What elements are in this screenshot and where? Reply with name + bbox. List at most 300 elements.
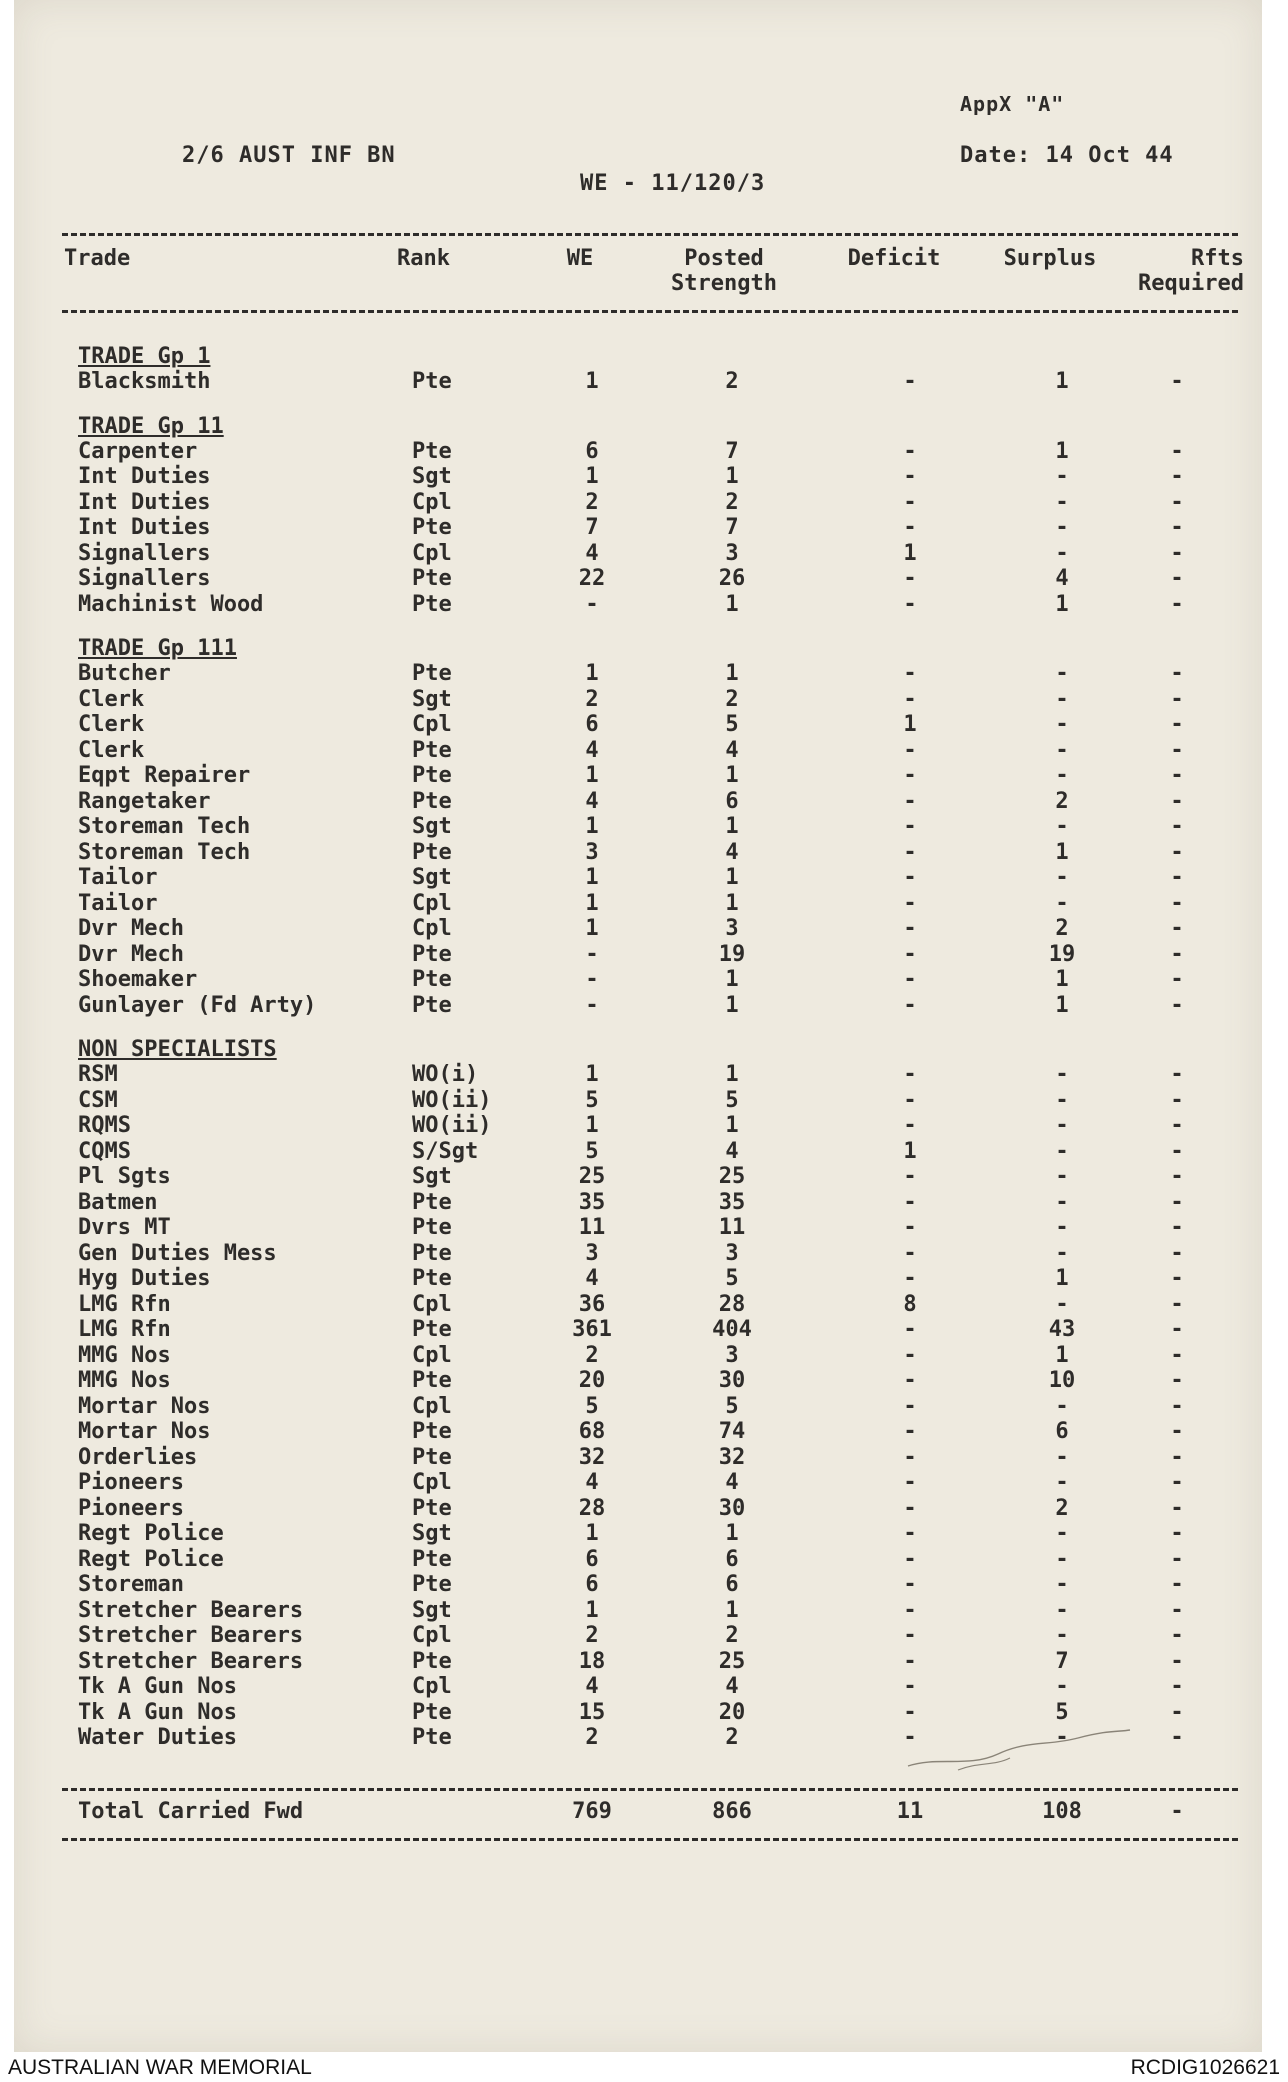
rfts-cell: - <box>1170 839 1184 865</box>
table-row <box>62 916 1242 942</box>
posted-cell: 7 <box>725 438 739 464</box>
rfts-cell: - <box>1170 1725 1184 1750</box>
col-rfts-line1: Rfts <box>1191 246 1244 271</box>
table-row <box>62 891 1242 917</box>
rank-cell: Cpl <box>412 489 452 515</box>
trade-cell: Dvr Mech <box>78 941 184 967</box>
we-cell: 5 <box>585 1138 599 1164</box>
trade-cell: Rangetaker <box>78 788 211 814</box>
total-row <box>62 1797 1242 1827</box>
table-row <box>62 840 1242 866</box>
rfts-cell: - <box>1170 1470 1184 1495</box>
deficit-cell: - <box>903 438 917 464</box>
rank-cell: Pte <box>412 1419 452 1444</box>
we-cell: 4 <box>585 737 599 763</box>
deficit-cell: - <box>903 661 917 686</box>
surplus-cell: 1 <box>1055 839 1069 865</box>
we-cell: 20 <box>578 1368 606 1393</box>
table-row <box>62 738 1242 764</box>
posted-cell: 1 <box>725 1597 739 1623</box>
table-row <box>62 464 1242 490</box>
table-row <box>62 1139 1242 1165</box>
deficit-cell: - <box>903 1393 917 1419</box>
we-cell: 7 <box>585 515 599 540</box>
table-row <box>62 661 1242 687</box>
we-cell: 2 <box>585 1725 599 1750</box>
surplus-cell: - <box>1055 890 1069 916</box>
we-cell: 22 <box>578 566 606 591</box>
rank-cell: Cpl <box>412 1342 452 1368</box>
surplus-cell: - <box>1055 1674 1069 1699</box>
rank-cell: Pte <box>412 1317 452 1342</box>
surplus-cell: - <box>1055 1087 1069 1113</box>
deficit-cell: - <box>903 1546 917 1572</box>
rank-cell: Pte <box>412 941 452 967</box>
table-row <box>62 814 1242 840</box>
col-rank: Rank <box>397 246 450 271</box>
trade-cell: Signallers <box>78 540 211 566</box>
table-row <box>62 1343 1242 1369</box>
total-rfts: - <box>1170 1799 1184 1824</box>
rfts-cell: - <box>1170 941 1184 967</box>
deficit-cell: - <box>903 737 917 763</box>
total-surplus: 108 <box>1042 1799 1082 1824</box>
posted-cell: 6 <box>725 1572 739 1597</box>
deficit-cell: - <box>903 1648 917 1674</box>
surplus-cell: - <box>1055 865 1069 890</box>
we-cell: 36 <box>578 1291 606 1317</box>
col-rfts-line2: Required <box>1138 271 1244 296</box>
we-cell: 4 <box>585 1266 599 1291</box>
we-cell: 25 <box>578 1164 606 1189</box>
rank-cell: WO(i) <box>412 1062 479 1087</box>
rfts-cell: - <box>1170 489 1184 515</box>
posted-cell: 5 <box>725 1393 739 1419</box>
trade-cell: RQMS <box>78 1113 131 1138</box>
document-sheet <box>14 0 1262 2052</box>
deficit-cell: 1 <box>903 1138 917 1164</box>
total-bottom-divider <box>62 1838 1238 1841</box>
surplus-cell: - <box>1055 464 1069 489</box>
deficit-cell: - <box>903 1266 917 1291</box>
trade-cell: Mortar Nos <box>78 1419 211 1444</box>
trade-cell: Shoemaker <box>78 967 198 992</box>
total-deficit: 11 <box>896 1799 924 1824</box>
rfts-cell: - <box>1170 890 1184 916</box>
we-cell: 1 <box>585 890 599 916</box>
table-row <box>62 1496 1242 1522</box>
rfts-cell: - <box>1170 1521 1184 1546</box>
table-row <box>62 541 1242 567</box>
we-cell: 2 <box>585 1623 599 1648</box>
rfts-cell: - <box>1170 1546 1184 1572</box>
we-cell: 6 <box>585 1546 599 1572</box>
deficit-cell: - <box>903 489 917 515</box>
posted-cell: 1 <box>725 464 739 489</box>
trade-cell: Water Duties <box>78 1725 237 1750</box>
rfts-cell: - <box>1170 1419 1184 1444</box>
deficit-cell: - <box>903 967 917 992</box>
we-cell: 15 <box>578 1699 606 1725</box>
rank-cell: Sgt <box>412 464 452 489</box>
rank-cell: Cpl <box>412 916 452 941</box>
posted-cell: 4 <box>725 737 739 763</box>
rfts-cell: - <box>1170 1164 1184 1189</box>
deficit-cell: 1 <box>903 540 917 566</box>
deficit-cell: - <box>903 1317 917 1342</box>
rank-cell: Pte <box>412 1648 452 1674</box>
deficit-cell: - <box>903 1215 917 1240</box>
rfts-cell: - <box>1170 1699 1184 1725</box>
trade-cell: Eqpt Repairer <box>78 763 251 788</box>
trade-cell: Clerk <box>78 737 145 763</box>
rank-cell: Sgt <box>412 1521 452 1546</box>
we-cell: 1 <box>585 369 599 394</box>
posted-cell: 1 <box>725 1113 739 1138</box>
trade-cell: Storeman <box>78 1572 184 1597</box>
col-posted-strength <box>654 246 794 296</box>
trade-cell: Int Duties <box>78 489 211 515</box>
surplus-cell: 1 <box>1055 369 1069 394</box>
rfts-cell: - <box>1170 540 1184 566</box>
surplus-cell: - <box>1055 1138 1069 1164</box>
rank-cell: Pte <box>412 1444 452 1470</box>
rfts-cell: - <box>1170 1317 1184 1342</box>
surplus-cell: 1 <box>1055 1266 1069 1291</box>
rank-cell: Cpl <box>412 890 452 916</box>
deficit-cell: - <box>903 1699 917 1725</box>
rank-cell: Pte <box>412 737 452 763</box>
surplus-cell: - <box>1055 1189 1069 1215</box>
posted-cell: 25 <box>718 1648 746 1674</box>
deficit-cell: - <box>903 1597 917 1623</box>
posted-cell: 3 <box>725 1240 739 1266</box>
table-row <box>62 1292 1242 1318</box>
we-reference: WE - 11/120/3 <box>580 171 766 196</box>
surplus-cell: - <box>1055 1521 1069 1546</box>
posted-cell: 5 <box>725 1266 739 1291</box>
rfts-cell: - <box>1170 1291 1184 1317</box>
trade-cell: Dvrs MT <box>78 1215 171 1240</box>
col-trade: Trade <box>64 246 131 271</box>
deficit-cell: - <box>903 1495 917 1521</box>
table-row <box>62 1547 1242 1573</box>
deficit-cell: - <box>903 369 917 394</box>
rfts-cell: - <box>1170 712 1184 737</box>
rfts-cell: - <box>1170 1215 1184 1240</box>
we-cell: 18 <box>578 1648 606 1674</box>
deficit-cell: - <box>903 1087 917 1113</box>
trade-cell: Butcher <box>78 661 171 686</box>
deficit-cell: - <box>903 890 917 916</box>
trade-cell: Blacksmith <box>78 369 211 394</box>
rfts-cell: - <box>1170 1240 1184 1266</box>
table-row <box>62 942 1242 968</box>
deficit-cell: 8 <box>903 1291 917 1317</box>
surplus-cell: - <box>1055 1597 1069 1623</box>
trade-cell: Stretcher Bearers <box>78 1597 304 1623</box>
trade-cell: Regt Police <box>78 1521 224 1546</box>
surplus-cell: - <box>1055 540 1069 566</box>
trade-cell: Batmen <box>78 1189 158 1215</box>
surplus-cell: 7 <box>1055 1648 1069 1674</box>
surplus-cell: 5 <box>1055 1699 1069 1725</box>
table-row <box>62 1394 1242 1420</box>
posted-cell: 1 <box>725 992 739 1018</box>
col-we: WE <box>566 246 594 271</box>
rank-cell: Cpl <box>412 1674 452 1699</box>
table-row <box>62 1241 1242 1267</box>
trade-cell: Int Duties <box>78 515 211 540</box>
rank-cell: Pte <box>412 1725 452 1750</box>
posted-cell: 4 <box>725 1470 739 1495</box>
trade-cell: Storeman Tech <box>78 814 251 839</box>
posted-cell: 1 <box>725 865 739 890</box>
rank-cell: Pte <box>412 1546 452 1572</box>
col-rfts-required <box>1114 246 1244 296</box>
deficit-cell: 1 <box>903 712 917 737</box>
table-row <box>62 1572 1242 1598</box>
trade-cell: Pioneers <box>78 1470 184 1495</box>
archive-footer <box>0 2052 1288 2082</box>
posted-cell: 6 <box>725 788 739 814</box>
surplus-cell: 2 <box>1055 916 1069 941</box>
rfts-cell: - <box>1170 1138 1184 1164</box>
unit-name: 2/6 AUST INF BN <box>182 143 396 168</box>
posted-cell: 6 <box>725 1546 739 1572</box>
rank-cell: WO(ii) <box>412 1087 492 1113</box>
rfts-cell: - <box>1170 515 1184 540</box>
deficit-cell: - <box>903 566 917 591</box>
posted-cell: 1 <box>725 814 739 839</box>
rfts-cell: - <box>1170 1062 1184 1087</box>
total-label: Total Carried Fwd <box>78 1799 304 1824</box>
rank-cell: Pte <box>412 661 452 686</box>
surplus-cell: - <box>1055 489 1069 515</box>
trade-group <box>62 415 1242 618</box>
surplus-cell: - <box>1055 1291 1069 1317</box>
rfts-cell: - <box>1170 1674 1184 1699</box>
table-row <box>62 1088 1242 1114</box>
trade-cell: Clerk <box>78 712 145 737</box>
rank-cell: Pte <box>412 788 452 814</box>
rank-cell: Cpl <box>412 540 452 566</box>
table-row <box>62 490 1242 516</box>
trade-cell: Stretcher Bearers <box>78 1623 304 1648</box>
surplus-cell: - <box>1055 1546 1069 1572</box>
we-cell: 28 <box>578 1495 606 1521</box>
rfts-cell: - <box>1170 967 1184 992</box>
we-cell: 6 <box>585 712 599 737</box>
rfts-cell: - <box>1170 1623 1184 1648</box>
we-cell: 5 <box>585 1087 599 1113</box>
surplus-cell: 6 <box>1055 1419 1069 1444</box>
posted-cell: 35 <box>718 1189 746 1215</box>
rank-cell: Pte <box>412 839 452 865</box>
pencil-signature <box>898 1726 1138 1776</box>
trade-cell: Machinist Wood <box>78 591 264 617</box>
deficit-cell: - <box>903 1368 917 1393</box>
rfts-cell: - <box>1170 1444 1184 1470</box>
rank-cell: Pte <box>412 1266 452 1291</box>
posted-cell: 2 <box>725 1623 739 1648</box>
rfts-cell: - <box>1170 992 1184 1018</box>
rfts-cell: - <box>1170 865 1184 890</box>
posted-cell: 5 <box>725 1087 739 1113</box>
trade-cell: CQMS <box>78 1138 131 1164</box>
strength-table <box>62 345 1242 1751</box>
we-cell: 361 <box>572 1317 612 1342</box>
surplus-cell: 1 <box>1055 967 1069 992</box>
we-cell: 1 <box>585 916 599 941</box>
surplus-cell: - <box>1055 1113 1069 1138</box>
group-title: TRADE Gp 11 <box>78 413 224 439</box>
we-cell: 4 <box>585 1470 599 1495</box>
trade-cell: Tk A Gun Nos <box>78 1674 237 1699</box>
posted-cell: 1 <box>725 763 739 788</box>
we-cell: 6 <box>585 438 599 464</box>
rfts-cell: - <box>1170 737 1184 763</box>
surplus-cell: 43 <box>1048 1317 1076 1342</box>
trade-cell: Dvr Mech <box>78 916 184 941</box>
deficit-cell: - <box>903 1164 917 1189</box>
rank-cell: Pte <box>412 566 452 591</box>
trade-cell: Stretcher Bearers <box>78 1648 304 1674</box>
total-top-divider <box>62 1788 1238 1791</box>
deficit-cell: - <box>903 686 917 712</box>
we-cell: 4 <box>585 1674 599 1699</box>
group-title: TRADE Gp 111 <box>78 636 237 661</box>
rfts-cell: - <box>1170 661 1184 686</box>
document-date: Date: 14 Oct 44 <box>960 143 1174 168</box>
deficit-cell: - <box>903 916 917 941</box>
we-cell: 68 <box>578 1419 606 1444</box>
we-cell: 2 <box>585 489 599 515</box>
rfts-cell: - <box>1170 1113 1184 1138</box>
we-cell: - <box>585 992 599 1018</box>
rank-cell: Pte <box>412 1215 452 1240</box>
we-cell: 35 <box>578 1189 606 1215</box>
table-row <box>62 1317 1242 1343</box>
we-cell: 3 <box>585 1240 599 1266</box>
surplus-cell: - <box>1055 1572 1069 1597</box>
rank-cell: Pte <box>412 369 452 394</box>
posted-cell: 5 <box>725 712 739 737</box>
posted-cell: 2 <box>725 1725 739 1750</box>
table-row <box>62 1368 1242 1394</box>
rfts-cell: - <box>1170 1342 1184 1368</box>
deficit-cell: - <box>903 1419 917 1444</box>
trade-group <box>62 345 1242 395</box>
table-row <box>62 1649 1242 1675</box>
rank-cell: Cpl <box>412 1470 452 1495</box>
rfts-cell: - <box>1170 1572 1184 1597</box>
surplus-cell: - <box>1055 515 1069 540</box>
table-row <box>62 789 1242 815</box>
we-cell: 1 <box>585 661 599 686</box>
posted-cell: 4 <box>725 1674 739 1699</box>
rank-cell: Pte <box>412 1189 452 1215</box>
table-row <box>62 1164 1242 1190</box>
deficit-cell: - <box>903 865 917 890</box>
table-row <box>62 1113 1242 1139</box>
rank-cell: Sgt <box>412 814 452 839</box>
table-row <box>62 865 1242 891</box>
rank-cell: Sgt <box>412 1597 452 1623</box>
trade-cell: Pioneers <box>78 1495 184 1521</box>
table-row <box>62 967 1242 993</box>
archive-id: RCDIG1026621 <box>1130 2056 1280 2079</box>
trade-cell: Gen Duties Mess <box>78 1240 277 1266</box>
rank-cell: Pte <box>412 1240 452 1266</box>
rfts-cell: - <box>1170 1189 1184 1215</box>
rfts-cell: - <box>1170 369 1184 394</box>
surplus-cell: 2 <box>1055 1495 1069 1521</box>
table-row <box>62 1445 1242 1471</box>
we-cell: 11 <box>578 1215 606 1240</box>
table-row <box>62 592 1242 618</box>
posted-cell: 11 <box>718 1215 746 1240</box>
posted-cell: 30 <box>718 1495 746 1521</box>
deficit-cell: - <box>903 1062 917 1087</box>
deficit-cell: - <box>903 1444 917 1470</box>
rank-cell: Pte <box>412 515 452 540</box>
rank-cell: Pte <box>412 591 452 617</box>
posted-cell: 2 <box>725 369 739 394</box>
rank-cell: Sgt <box>412 865 452 890</box>
rfts-cell: - <box>1170 788 1184 814</box>
deficit-cell: - <box>903 1674 917 1699</box>
rank-cell: Sgt <box>412 1164 452 1189</box>
rank-cell: Sgt <box>412 686 452 712</box>
rfts-cell: - <box>1170 1087 1184 1113</box>
table-row <box>62 1266 1242 1292</box>
rank-cell: Pte <box>412 438 452 464</box>
rfts-cell: - <box>1170 1495 1184 1521</box>
deficit-cell: - <box>903 1623 917 1648</box>
table-row <box>62 566 1242 592</box>
table-row <box>62 687 1242 713</box>
posted-cell: 7 <box>725 515 739 540</box>
we-cell: 1 <box>585 1597 599 1623</box>
rank-cell: Pte <box>412 992 452 1018</box>
posted-cell: 1 <box>725 1062 739 1087</box>
surplus-cell: - <box>1055 1623 1069 1648</box>
we-cell: - <box>585 967 599 992</box>
we-cell: - <box>585 941 599 967</box>
we-cell: 6 <box>585 1572 599 1597</box>
surplus-cell: 1 <box>1055 1342 1069 1368</box>
rfts-cell: - <box>1170 1266 1184 1291</box>
table-row <box>62 993 1242 1019</box>
we-cell: 32 <box>578 1444 606 1470</box>
surplus-cell: 1 <box>1055 591 1069 617</box>
surplus-cell: - <box>1055 1062 1069 1087</box>
deficit-cell: - <box>903 1240 917 1266</box>
rfts-cell: - <box>1170 566 1184 591</box>
posted-cell: 2 <box>725 686 739 712</box>
surplus-cell: - <box>1055 1470 1069 1495</box>
we-cell: - <box>585 591 599 617</box>
we-cell: 1 <box>585 865 599 890</box>
surplus-cell: - <box>1055 661 1069 686</box>
header-divider <box>62 310 1238 313</box>
rank-cell: Cpl <box>412 1623 452 1648</box>
surplus-cell: - <box>1055 1725 1069 1750</box>
posted-cell: 3 <box>725 916 739 941</box>
surplus-cell: - <box>1055 712 1069 737</box>
posted-cell: 30 <box>718 1368 746 1393</box>
